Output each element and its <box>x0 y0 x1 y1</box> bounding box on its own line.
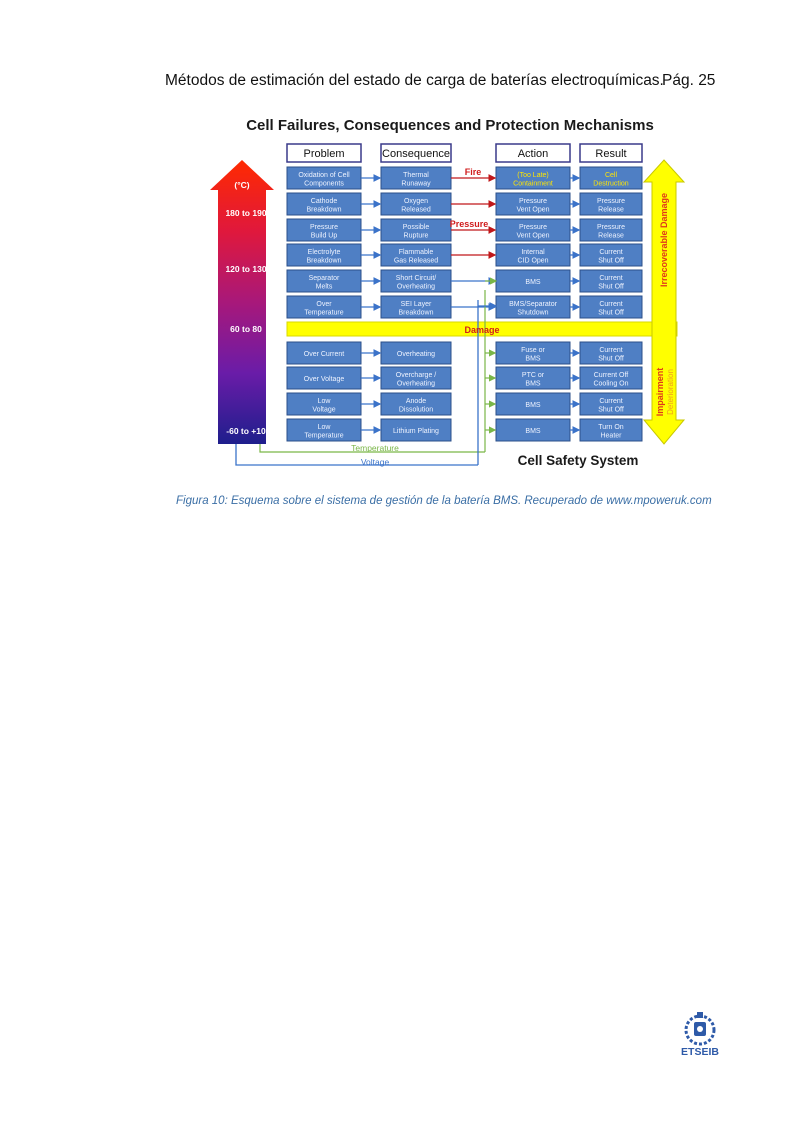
figure-caption: Figura 10: Esquema sobre el sistema de gestión de la batería BMS. Recuperado de www.mpoweruk.com <box>176 495 712 507</box>
temperature-arrow <box>210 160 274 444</box>
action-box-text: Vent Open <box>516 232 550 240</box>
problem-box-text: Separator <box>308 274 340 282</box>
consequence-box-text: Flammable <box>398 248 434 256</box>
bms-figure <box>0 0 793 520</box>
action-box-text: PTC or <box>521 371 545 379</box>
problem-box-text: Build Up <box>310 232 338 240</box>
action-box-text: Pressure <box>518 197 548 205</box>
consequence-box-text: Overheating <box>396 283 436 291</box>
action-box-text: CID Open <box>517 257 549 265</box>
page-number: Pág. 25 <box>662 72 716 89</box>
action-box-text: Pressure <box>518 223 548 231</box>
consequence-box-text: Breakdown <box>398 309 434 317</box>
action-box-text: BMS <box>525 355 541 363</box>
deterioration-label: Deterioration <box>666 369 675 415</box>
consequence-box-text: Overheating <box>396 380 436 388</box>
result-box-text: Current <box>599 300 623 308</box>
temperature-range-label: 120 to 130 <box>225 264 267 274</box>
consequence-box-text: Lithium Plating <box>393 428 439 435</box>
problem-box-text: Low <box>317 423 331 431</box>
bms-diagram <box>0 0 793 520</box>
action-box-text: BMS <box>525 380 541 388</box>
column-header-label: Result <box>595 148 627 160</box>
cell-safety-system-label: Cell Safety System <box>517 453 639 468</box>
consequence-box-text: Oxygen <box>403 197 429 205</box>
result-box-text: Release <box>598 206 624 214</box>
consequence-box-text: Gas Released <box>393 257 439 265</box>
link-label-fire: Fire <box>464 167 482 177</box>
problem-box-text: Electrolyte <box>307 248 341 256</box>
consequence-box-text: Overcharge / <box>395 371 437 379</box>
consequence-box-text: Possible <box>402 223 430 231</box>
problem-box-text: Components <box>304 180 344 188</box>
column-header-label: Action <box>517 148 549 160</box>
problem-box-text: Temperature <box>304 309 344 317</box>
damage-label: Damage <box>464 325 500 335</box>
action-box-text: Fuse or <box>521 346 545 354</box>
problem-box-text: Over <box>316 300 332 308</box>
result-box-text: Shut Off <box>598 257 624 265</box>
irrecoverable-damage-label: Irrecoverable Damage <box>659 192 669 288</box>
temperature-range-label: 60 to 80 <box>230 324 262 334</box>
temperature-range-label: -60 to +10 <box>226 426 266 436</box>
consequence-box-text: SEI Layer <box>400 300 432 308</box>
result-box-text: Destruction <box>593 180 629 188</box>
figure-title: Cell Failures, Consequences and Protection Mechanisms <box>246 117 654 134</box>
problem-box-text: Melts <box>315 283 333 291</box>
problem-box-text: Cathode <box>310 197 338 205</box>
action-box-text: BMS <box>525 279 541 286</box>
consequence-box-text: Rupture <box>403 232 429 240</box>
result-box-text: Current <box>599 397 623 405</box>
result-box-text: Cooling On <box>593 380 629 388</box>
action-box-text: Internal <box>521 248 545 256</box>
column-header-label: Problem <box>303 148 345 160</box>
action-box-text: Containment <box>513 180 553 188</box>
problem-box-text: Breakdown <box>306 257 342 265</box>
temperature-unit-label: (°C) <box>234 180 250 190</box>
result-box-text: Turn On <box>598 423 624 431</box>
consequence-box-text: Anode <box>405 397 427 405</box>
result-box-text: Shut Off <box>598 309 624 317</box>
column-header-label: Consequence <box>382 148 450 160</box>
consequence-box-text: Short Circuit/ <box>395 274 437 282</box>
result-box-text: Pressure <box>596 197 626 205</box>
action-box-text: BMS <box>525 428 541 435</box>
problem-box-text: Oxidation of Cell <box>298 171 350 179</box>
consequence-box-text: Released <box>401 206 431 214</box>
result-box-text: Heater <box>600 432 622 440</box>
result-box-text: Cell <box>604 171 618 179</box>
problem-box-text: Over Current <box>303 351 345 358</box>
result-box-text: Current Off <box>593 371 629 379</box>
problem-box-text: Temperature <box>304 432 344 440</box>
consequence-box-text: Runaway <box>401 180 431 188</box>
problem-box-text: Pressure <box>309 223 339 231</box>
impairment-label: Impairment <box>655 367 665 417</box>
problem-box-text: Over Voltage <box>303 376 345 383</box>
link-label-pressure: Pressure <box>449 219 489 229</box>
result-box-text: Pressure <box>596 223 626 231</box>
consequence-box-text: Thermal <box>403 171 429 179</box>
temperature-range-label: 180 to 190 <box>225 208 267 218</box>
problem-box-text: Voltage <box>312 406 336 414</box>
result-box-text: Shut Off <box>598 355 624 363</box>
voltage-feedback-label: Voltage <box>360 457 390 467</box>
result-box-text: Shut Off <box>598 283 624 291</box>
action-box-text: Vent Open <box>516 206 550 214</box>
action-box-text: Shutdown <box>517 309 549 317</box>
page-header-title: Métodos de estimación del estado de carga de baterías electroquímicas. <box>165 72 664 89</box>
result-box-text: Current <box>599 248 623 256</box>
consequence-box-text: Dissolution <box>398 406 434 414</box>
result-box-text: Current <box>599 346 623 354</box>
consequence-box-text: Overheating <box>396 351 436 358</box>
problem-box-text: Low <box>317 397 331 405</box>
action-box-text: BMS/Separator <box>509 300 557 308</box>
action-box-text: (Too Late) <box>517 171 549 179</box>
result-box-text: Current <box>599 274 623 282</box>
result-box-text: Shut Off <box>598 406 624 414</box>
temperature-feedback-label: Temperature <box>351 443 399 453</box>
problem-box-text: Breakdown <box>306 206 342 214</box>
result-box-text: Release <box>598 232 624 240</box>
action-box-text: BMS <box>525 402 541 409</box>
etseib-logo-text: ETSEIB <box>681 1046 719 1058</box>
